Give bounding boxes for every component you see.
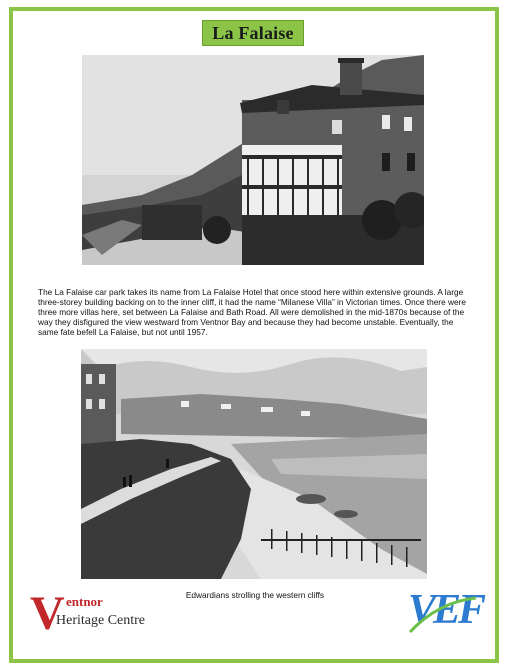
ventnor-heritage-centre-logo [30, 587, 200, 640]
hotel-photo-image [82, 55, 424, 265]
western-cliffs-photo-image [81, 349, 427, 579]
vef-swoosh-icon [408, 592, 478, 638]
logo-heritage-centre-text: Heritage Centre [56, 613, 146, 628]
logo-v-letter: V [30, 587, 65, 640]
photo-caption: Edwardians strolling the western cliffs [185, 590, 325, 600]
page-title: La Falaise [212, 22, 294, 43]
western-cliffs-photo [81, 349, 427, 579]
logo-ventnor-text: entnor [66, 594, 103, 609]
vef-logo [404, 586, 484, 642]
description-paragraph: The La Falaise car park takes its name from La Falaise Hotel that once stood here within extensive grounds. A large three-storey building backing on to the inner cliff, it had the name “Milanese Villa” in Victorian times. Once there were three more villas here, set between La Falaise and Bath Road. All were demolished in the mid-1870s because of the way they disfigured the view westward from Ventnor Bay and because they had become unstable. Eventually, the same fate befell La Falaise, but not until 1957. [38, 287, 466, 338]
title-banner [202, 20, 304, 46]
hotel-photo [82, 55, 424, 265]
vef-logo-text: VEF [408, 587, 484, 633]
